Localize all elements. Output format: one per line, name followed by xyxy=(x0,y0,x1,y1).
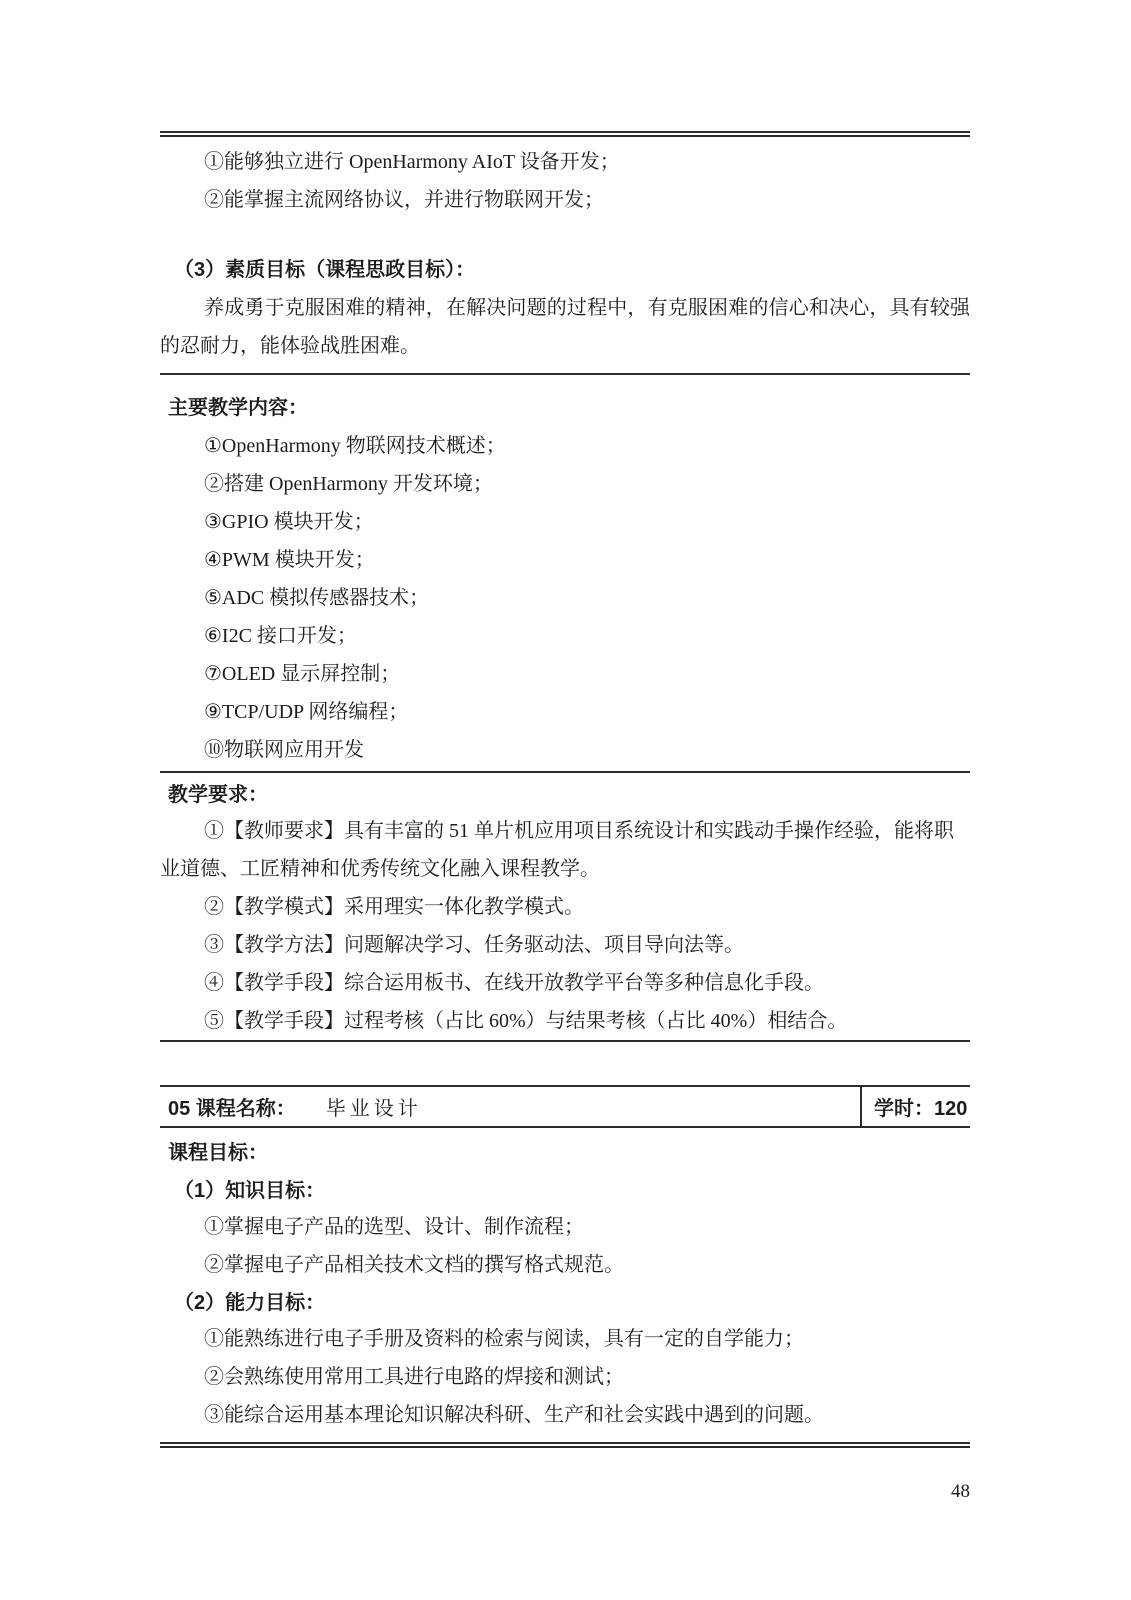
ability-objective-item: ②能掌握主流网络协议，并进行物联网开发； xyxy=(204,189,604,211)
teaching-content-item: ①OpenHarmony 物联网技术概述； xyxy=(204,435,506,457)
ability-objective-item: ③能综合运用基本理论知识解决科研、生产和社会实践中遇到的问题。 xyxy=(204,1404,824,1426)
main-teaching-content-section xyxy=(160,389,970,769)
ability-objective-item: ①能够独立进行 OpenHarmony AIoT 设备开发； xyxy=(204,151,620,173)
knowledge-objective-item: ①掌握电子产品的选型、设计、制作流程； xyxy=(204,1216,584,1238)
teaching-content-item: ⑨TCP/UDP 网络编程； xyxy=(204,701,409,723)
page-number: 48 xyxy=(951,1481,970,1502)
ability-objectives-heading: （2）能力目标： xyxy=(174,1292,326,1314)
course-hours-cell: 学时：120 xyxy=(874,1098,968,1120)
course-objectives-heading: 课程目标： xyxy=(168,1142,268,1164)
quality-objectives-paragraph: 养成勇于克服困难的精神，在解决问题的过程中，有克服困难的信心和决心，具有较强的忍耐力，能体验战胜困难。 xyxy=(160,297,970,357)
teaching-content-item: ⑥I2C 接口开发； xyxy=(204,625,357,647)
teaching-requirements-section xyxy=(160,778,970,1040)
teaching-content-item: ⑩物联网应用开发 xyxy=(204,739,364,761)
section-divider-line xyxy=(160,771,970,773)
ability-objectives-continued-section xyxy=(160,137,970,365)
page-break-double-border xyxy=(160,1442,970,1448)
ability-objective-item: ②会熟练使用常用工具进行电路的焊接和测试； xyxy=(204,1366,624,1388)
teaching-requirements-heading: 教学要求： xyxy=(168,784,268,806)
teaching-content-item: ⑦OLED 显示屏控制； xyxy=(204,663,401,685)
teaching-requirement-item: ②【教学模式】采用理实一体化教学模式。 xyxy=(204,896,584,918)
teaching-content-item: ③GPIO 模块开发； xyxy=(204,511,374,533)
section-divider-line xyxy=(160,373,970,375)
course-number-label: 05 课程名称： xyxy=(168,1098,296,1120)
knowledge-objectives-heading: （1）知识目标： xyxy=(174,1180,326,1202)
main-teaching-content-heading: 主要教学内容： xyxy=(168,397,308,419)
teaching-requirement-item: ③【教学方法】问题解决学习、任务驱动法、项目导向法等。 xyxy=(204,934,744,956)
teaching-content-item: ⑤ADC 模拟传感器技术； xyxy=(204,587,430,609)
teaching-requirement-item: ①【教师要求】具有丰富的 51 单片机应用项目系统设计和实践动手操作经验，能将职业道德、工匠精神和优秀传统文化融入课程教学。 xyxy=(160,820,954,880)
table-gap xyxy=(160,1042,970,1085)
course-05-header-row xyxy=(160,1085,970,1128)
teaching-content-item: ④PWM 模块开发； xyxy=(204,549,375,571)
course-name-value: 毕业设计 xyxy=(325,1098,422,1120)
quality-objectives-heading: （3）素质目标（课程思政目标）： xyxy=(174,259,476,281)
teaching-requirement-item: ④【教学手段】综合运用板书、在线开放教学平台等多种信息化手段。 xyxy=(204,972,824,994)
course-name-cell xyxy=(160,1087,862,1126)
teaching-content-item: ②搭建 OpenHarmony 开发环境； xyxy=(204,473,493,495)
course-05-objectives-body xyxy=(160,1136,970,1434)
page-content xyxy=(160,131,970,1448)
teaching-requirement-item: ⑤【教学手段】过程考核（占比 60%）与结果考核（占比 40%）相结合。 xyxy=(204,1010,848,1032)
ability-objective-item: ①能熟练进行电子手册及资料的检索与阅读，具有一定的自学能力； xyxy=(204,1328,804,1350)
knowledge-objective-item: ②掌握电子产品相关技术文档的撰写格式规范。 xyxy=(204,1254,624,1276)
